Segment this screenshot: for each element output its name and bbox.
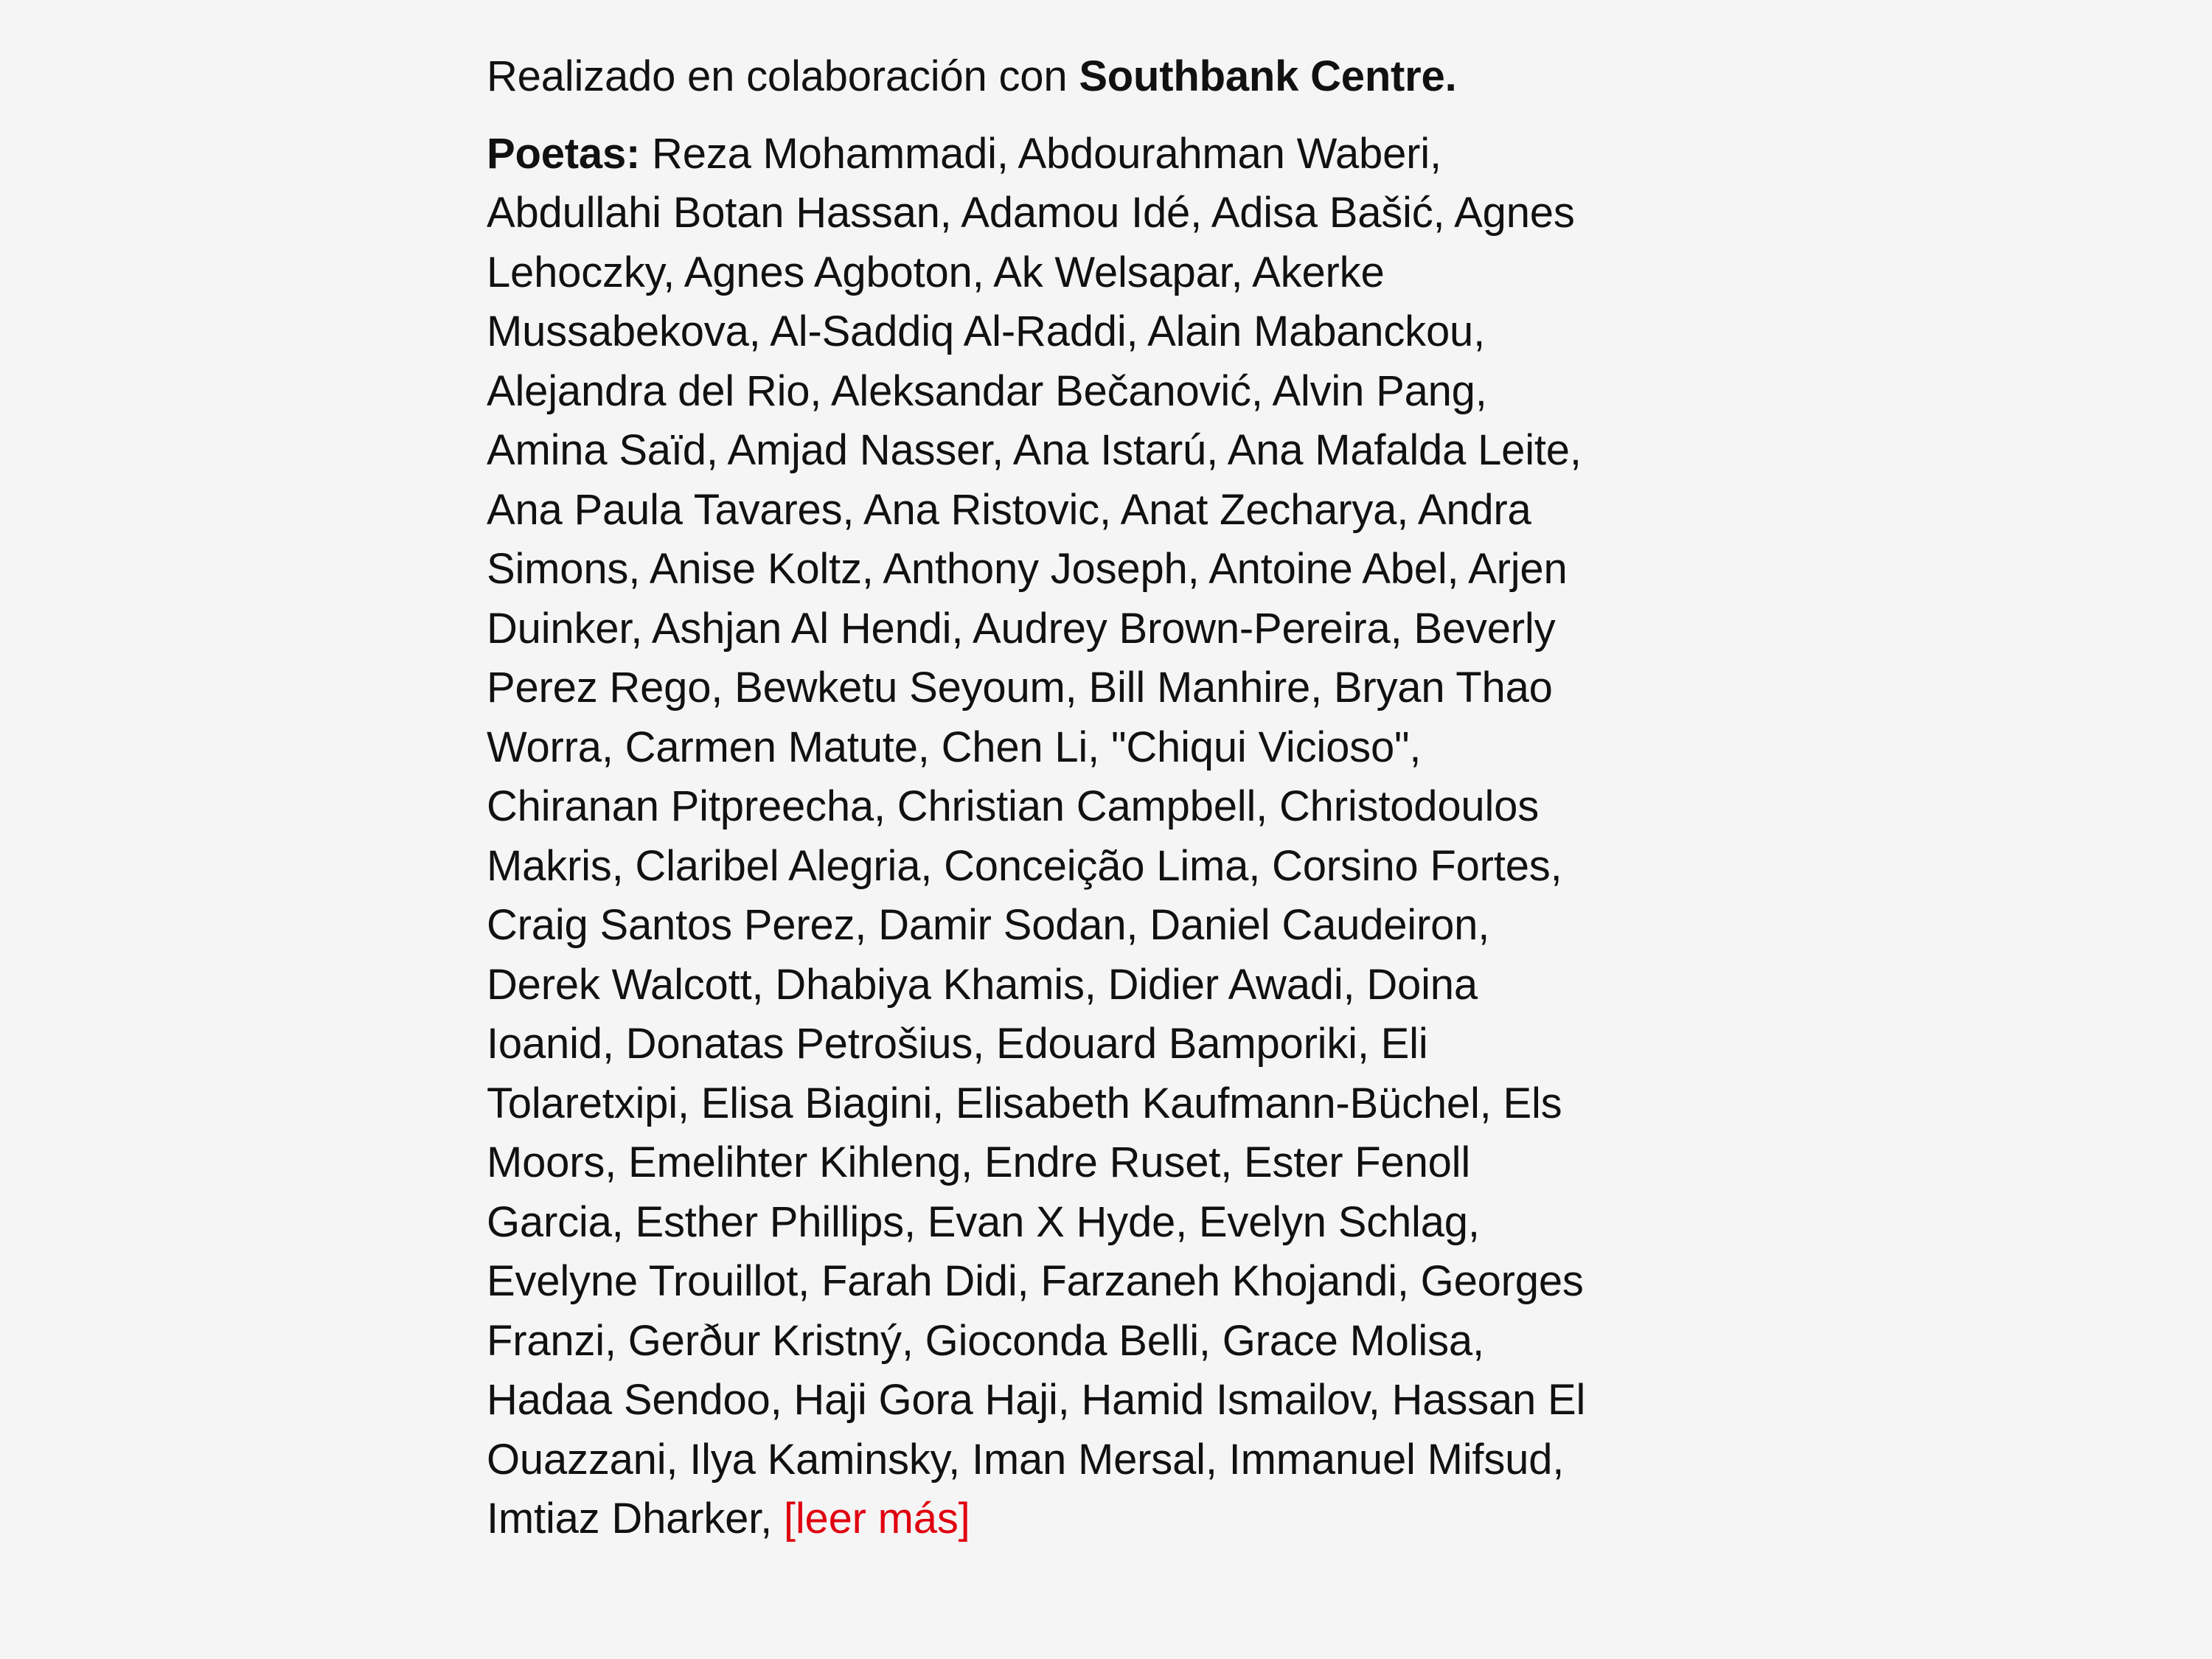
credit-prefix: Realizado en colaboración con — [487, 52, 1079, 100]
poets-line: Mussabekova, Al-Saddiq Al-Raddi, Alain Mabanckou, — [487, 307, 1485, 355]
poets-line: Makris, Claribel Alegria, Conceição Lima, Corsino Fortes, — [487, 841, 1562, 890]
poets-line: Simons, Anise Koltz, Anthony Joseph, Antoine Abel, Arjen — [487, 545, 1568, 593]
collaboration-credit — [487, 47, 1711, 107]
poets-line: Amina Saïd, Amjad Nasser, Ana Istarú, Ana Mafalda Leite, — [487, 426, 1582, 474]
poets-line: Alejandra del Rio, Aleksandar Bečanović, Alvin Pang, — [487, 366, 1487, 415]
poets-line: Perez Rego, Bewketu Seyoum, Bill Manhire, Bryan Thao — [487, 664, 1553, 712]
poets-line: Craig Santos Perez, Damir Sodan, Daniel Caudeiron, — [487, 901, 1490, 949]
poets-line: Derek Walcott, Dhabiya Khamis, Didier Awadi, Doina — [487, 960, 1478, 1009]
poets-line: Ouazzani, Ilya Kaminsky, Iman Mersal, Immanuel Mifsud, — [487, 1435, 1565, 1484]
poets-line: Duinker, Ashjan Al Hendi, Audrey Brown-Pereira, Beverly — [487, 604, 1556, 653]
poets-line: Reza Mohammadi, Abdourahman Waberi, — [640, 129, 1441, 178]
content-block — [487, 47, 1711, 1549]
poets-line: Tolaretxipi, Elisa Biagini, Elisabeth Kaufmann-Büchel, Els — [487, 1079, 1562, 1127]
poets-line: Imtiaz Dharker, — [487, 1495, 784, 1543]
poets-label: Poetas: — [487, 129, 641, 178]
poets-line: Hadaa Sendoo, Haji Gora Haji, Hamid Ismailov, Hassan El — [487, 1376, 1586, 1424]
poets-line: Lehoczky, Agnes Agboton, Ak Welsapar, Akerke — [487, 248, 1385, 296]
poets-line: Abdullahi Botan Hassan, Adamou Idé, Adisa Bašić, Agnes — [487, 189, 1575, 237]
poets-line: Franzi, Gerður Kristný, Gioconda Belli, Grace Molisa, — [487, 1316, 1484, 1365]
partner-name: Southbank Centre. — [1079, 52, 1457, 100]
poets-line: Evelyne Trouillot, Farah Didi, Farzaneh Khojandi, Georges — [487, 1257, 1584, 1305]
poets-line: Worra, Carmen Matute, Chen Li, "Chiqui Vicioso", — [487, 723, 1422, 771]
poets-line: Ana Paula Tavares, Ana Ristovic, Anat Zecharya, Andra — [487, 485, 1531, 534]
read-more-link[interactable]: [leer más] — [783, 1495, 970, 1543]
poets-line: Moors, Emelihter Kihleng, Endre Ruset, Ester Fenoll — [487, 1138, 1471, 1186]
poets-list — [487, 125, 1711, 1549]
poets-line: Ioanid, Donatas Petrošius, Edouard Bamporiki, Eli — [487, 1020, 1428, 1068]
poets-line: Garcia, Esther Phillips, Evan X Hyde, Evelyn Schlag, — [487, 1197, 1480, 1246]
poets-line: Chiranan Pitpreecha, Christian Campbell, Christodoulos — [487, 782, 1540, 830]
